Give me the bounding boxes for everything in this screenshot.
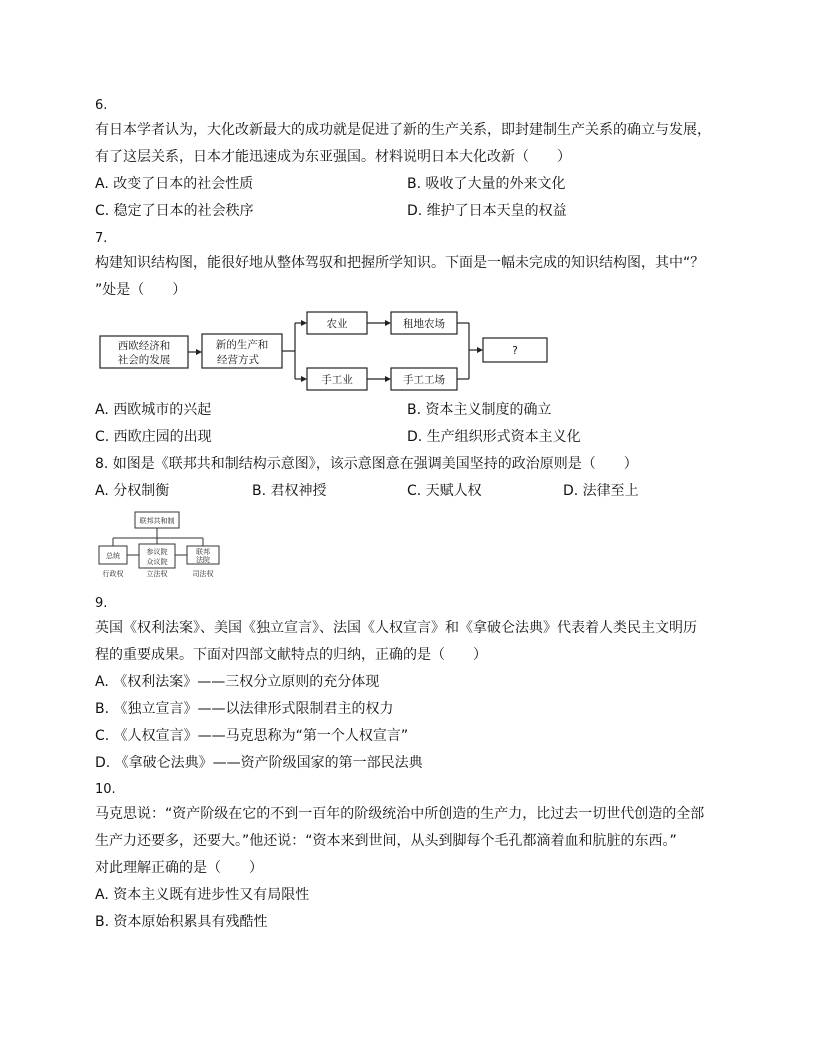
question-7-option-a[interactable]: A. 西欧城市的兴起 xyxy=(95,402,212,418)
fed-diagram-president-label: 总统 xyxy=(106,552,120,560)
fed-diagram-judicial-label: 司法权 xyxy=(192,570,214,578)
fed-diagram-legislative-label: 立法权 xyxy=(146,570,168,578)
question-9-stem-line1: 英国《权利法案》、美国《独立宣言》、法国《人权宣言》和《拿破仑法典》代表着人类民主文明历 xyxy=(95,620,697,636)
question-7-stem-line2: ”处是（ ） xyxy=(95,282,187,298)
diagram-workshop-label: 手工工场 xyxy=(403,374,445,386)
question-6-option-c[interactable]: C. 稳定了日本的社会秩序 xyxy=(95,203,254,219)
question-10-stem-line1: 马克思说：“资产阶级在它的不到一百年的阶级统治中所创造的生产力，比过去一切世代创造的全部 xyxy=(95,806,705,822)
question-8-stem: 8. 如图是《联邦共和制结构示意图》，该示意图意在强调美国坚持的政治原则是（ ） xyxy=(95,456,638,472)
diagram-handicraft-label: 手工业 xyxy=(321,374,353,386)
question-9-option-a[interactable]: A. 《权利法案》——三权分立原则的充分体现 xyxy=(95,674,380,690)
diagram-box1-line1: 西欧经济和 xyxy=(117,340,171,352)
question-6-number: 6. xyxy=(95,98,108,113)
question-8-option-a[interactable]: A. 分权制衡 xyxy=(95,483,170,499)
question-6-option-d[interactable]: D. 维护了日本天皇的权益 xyxy=(407,203,567,219)
question-9-option-c[interactable]: C. 《人权宣言》——马克思称为“第一个人权宣言” xyxy=(95,728,409,744)
diagram-box2-line1: 新的生产和 xyxy=(215,339,269,351)
fed-diagram-executive-label: 行政权 xyxy=(102,570,124,578)
question-9-number: 9. xyxy=(95,596,108,611)
question-6-option-a[interactable]: A. 改变了日本的社会性质 xyxy=(95,176,254,192)
question-7-number: 7. xyxy=(95,231,108,246)
fed-diagram-senate-label: 参议院 xyxy=(146,548,168,556)
fed-diagram-court-line1: 联邦 xyxy=(196,548,210,556)
question-10-number: 10. xyxy=(95,782,116,797)
question-6-stem-line2: 有了这层关系，日本才能迅速成为东亚强国。材料说明日本大化改新（ ） xyxy=(95,149,571,165)
question-9-option-d[interactable]: D. 《拿破仑法典》——资产阶级国家的第一部民法典 xyxy=(95,755,423,771)
diagram-agriculture-label: 农业 xyxy=(326,318,348,330)
diagram-box2-line2: 经营方式 xyxy=(217,354,259,366)
diagram-unknown-label: ? xyxy=(512,345,518,357)
diagram-tenant-farm-label: 租地农场 xyxy=(403,318,445,330)
federal-republic-diagram xyxy=(95,510,225,582)
question-9-option-b[interactable]: B. 《独立宣言》——以法律形式限制君主的权力 xyxy=(95,701,394,717)
question-10-option-a[interactable]: A. 资本主义既有进步性又有局限性 xyxy=(95,887,310,903)
question-9-stem-line2: 程的重要成果。下面对四部文献特点的归纳，正确的是（ ） xyxy=(95,647,487,663)
question-10-stem-line2: 生产力还要多，还要大。”他还说：“资本来到世间，从头到脚每个毛孔都滴着血和肮脏的东西。” xyxy=(95,833,677,849)
question-10-option-b[interactable]: B. 资本原始积累具有残酷性 xyxy=(95,914,268,930)
question-10-stem-line3: 对此理解正确的是（ ） xyxy=(95,860,263,876)
fed-diagram-house-label: 众议院 xyxy=(146,558,168,566)
question-6-stem-line1: 有日本学者认为，大化改新最大的成功就是促进了新的生产关系，即封建制生产关系的确立与发展， xyxy=(95,122,711,138)
fed-diagram-top-label: 联邦共和制 xyxy=(139,517,175,525)
question-8-option-d[interactable]: D. 法律至上 xyxy=(563,483,639,499)
question-8-option-c[interactable]: C. 天赋人权 xyxy=(407,483,482,499)
knowledge-structure-diagram xyxy=(95,306,555,392)
question-7-stem-line1: 构建知识结构图，能很好地从整体驾驭和把握所学知识。下面是一幅未完成的知识结构图，其中“？ xyxy=(95,255,705,271)
diagram-box1-line2: 社会的发展 xyxy=(117,354,171,366)
question-7-option-b[interactable]: B. 资本主义制度的确立 xyxy=(407,402,552,418)
question-6-option-b[interactable]: B. 吸收了大量的外来文化 xyxy=(407,176,566,192)
question-7-option-c[interactable]: C. 西欧庄园的出现 xyxy=(95,429,212,445)
fed-diagram-court-line2: 法院 xyxy=(196,556,210,564)
question-8-option-b[interactable]: B. 君权神授 xyxy=(252,483,327,499)
question-7-option-d[interactable]: D. 生产组织形式资本主义化 xyxy=(407,429,581,445)
